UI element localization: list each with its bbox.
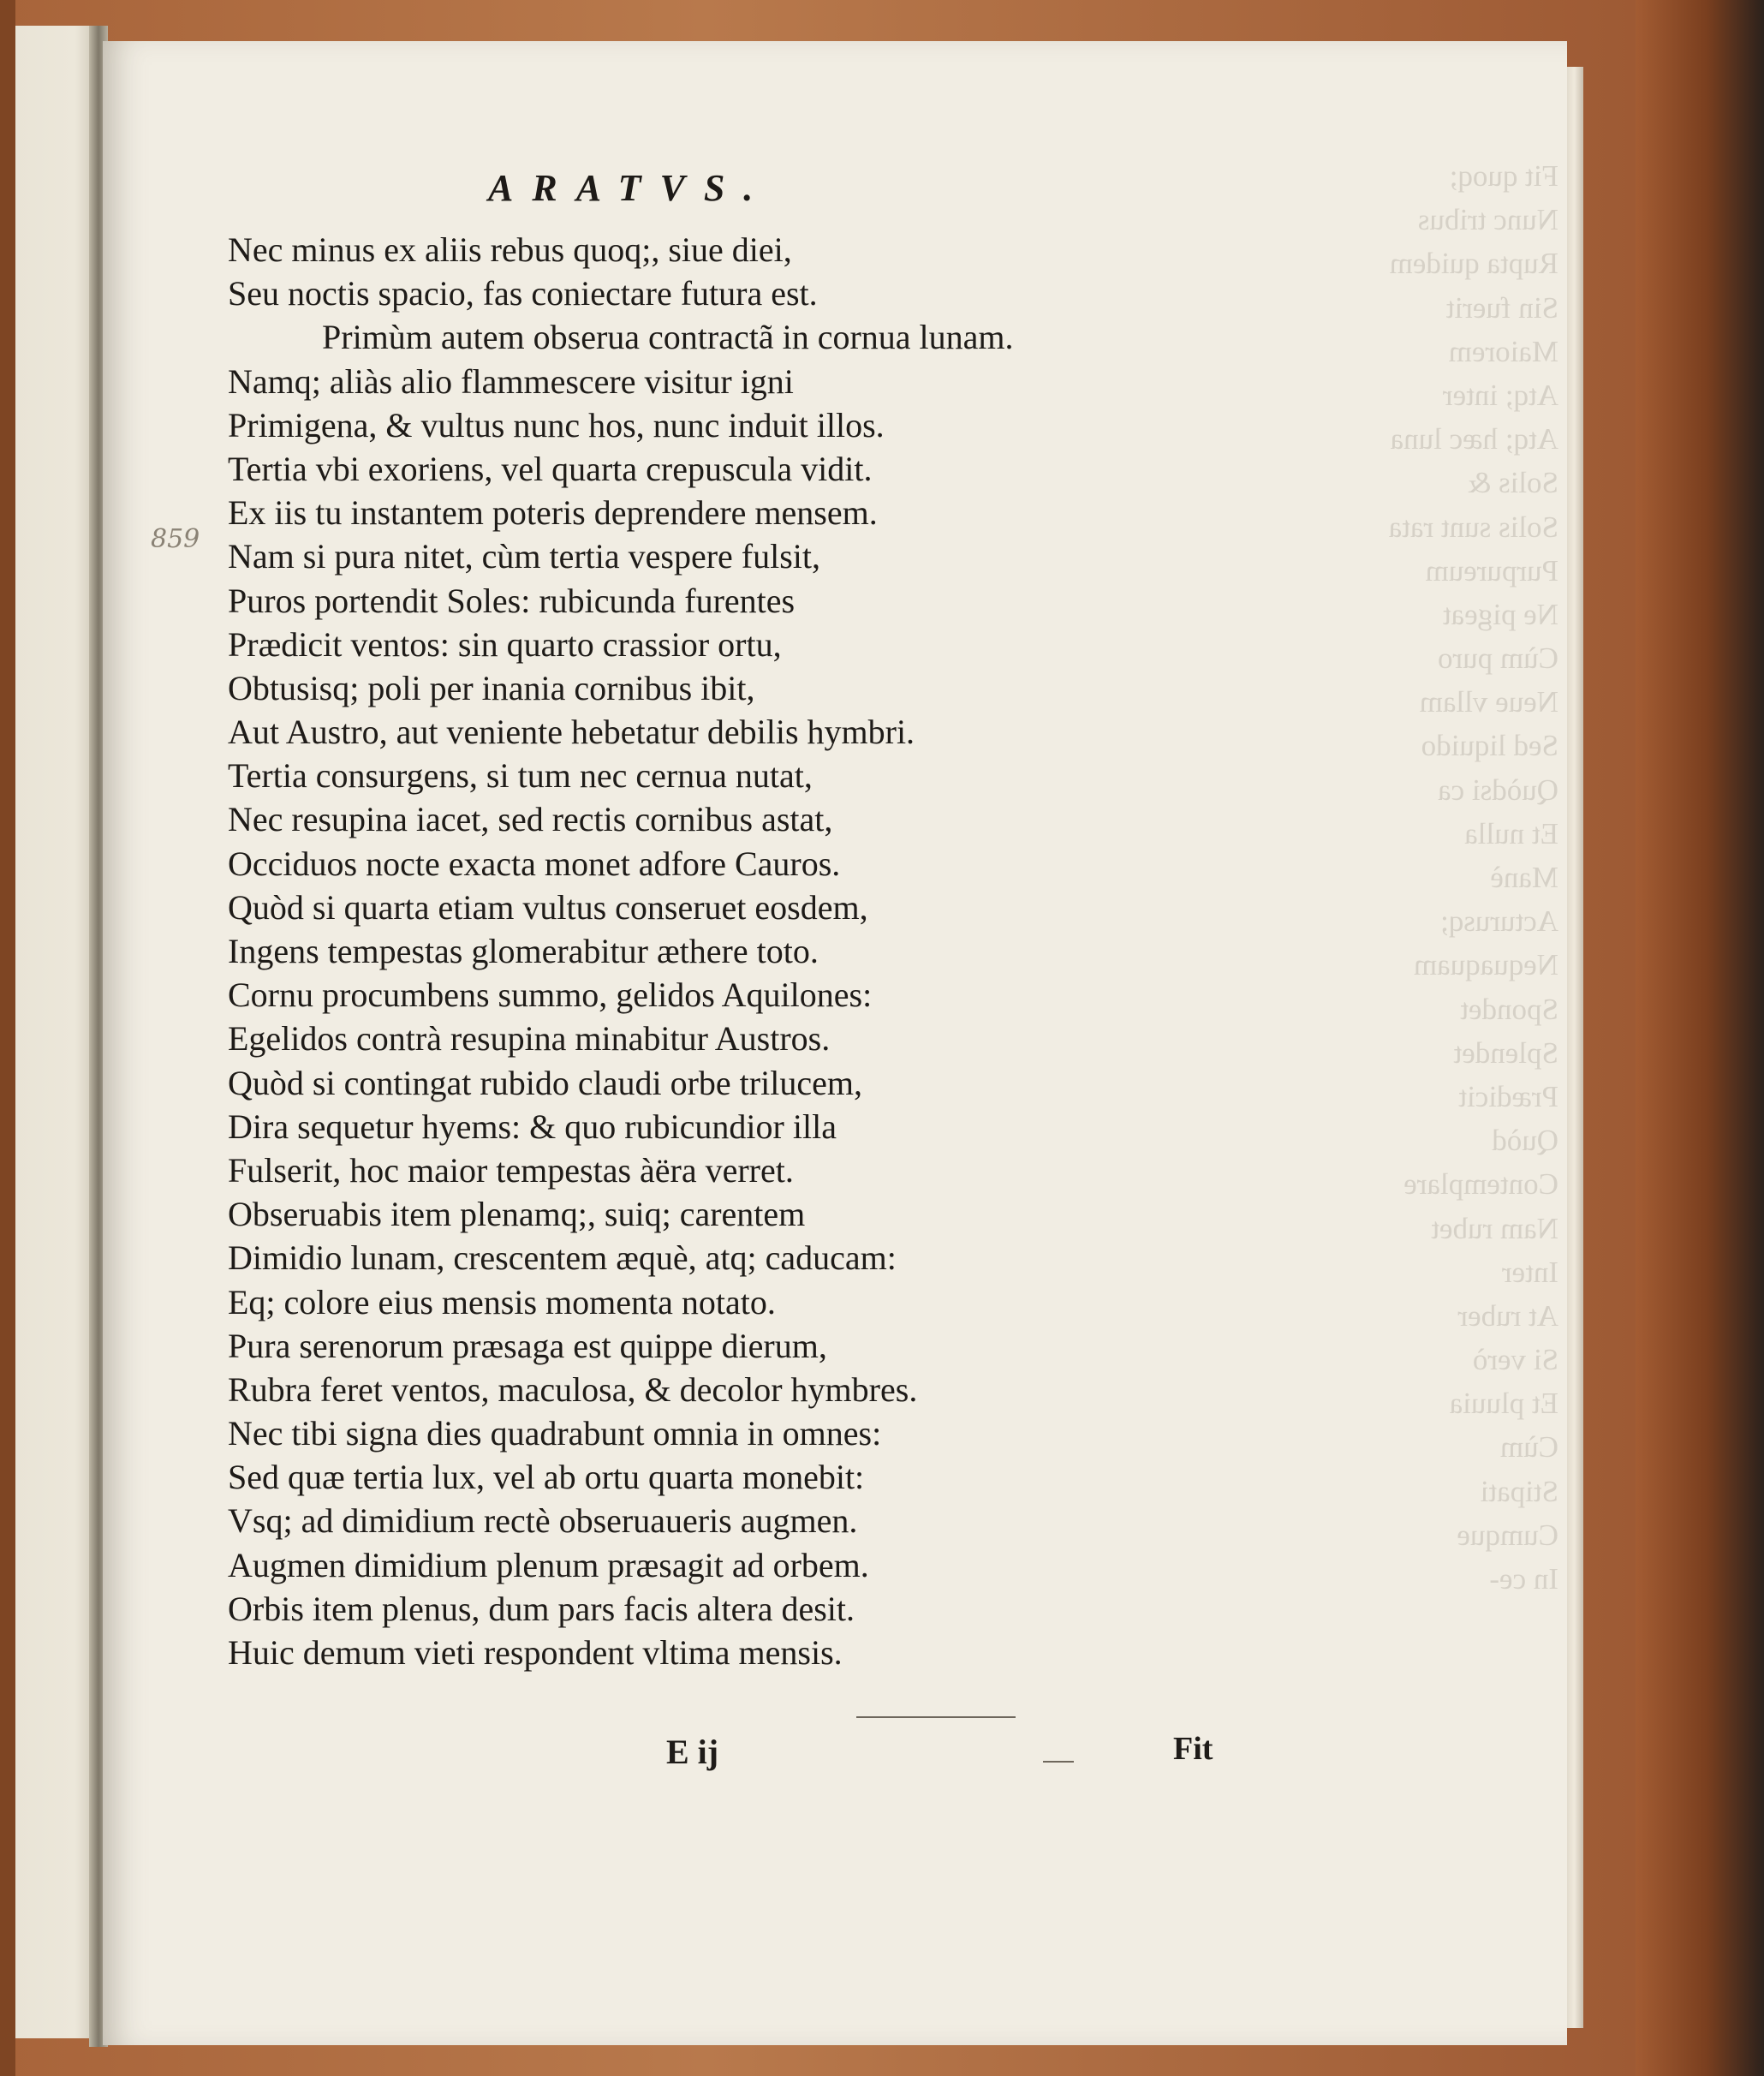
running-title: ARATVS. bbox=[488, 167, 772, 209]
verse-line: Cornu procumbens summo, gelidos Aquilones: bbox=[228, 975, 873, 1015]
show-through-line: Ne pigeat bbox=[1442, 597, 1558, 631]
verse-line: Prædicit ventos: sin quarto crassior ortu, bbox=[228, 624, 782, 664]
show-through-line: Et nulla bbox=[1464, 816, 1558, 850]
show-through-line: Prædicit bbox=[1458, 1079, 1558, 1113]
show-through-line: Spondet bbox=[1460, 992, 1558, 1026]
verse-line: Seu noctis spacio, fas coniectare futura est. bbox=[228, 274, 818, 313]
show-through-line: Purpureum bbox=[1425, 553, 1558, 588]
verse-list bbox=[228, 228, 1255, 1674]
verse-line: Nec resupina iacet, sed rectis cornibus astat, bbox=[228, 800, 833, 839]
verse-line: Quòd si contingat rubido claudi orbe trilucem, bbox=[228, 1063, 862, 1102]
verse-line: Eq; colore eius mensis momenta notato. bbox=[228, 1282, 776, 1321]
show-through-line: Atq; inter bbox=[1442, 378, 1558, 412]
verse-line: Tertia consurgens, si tum nec cernua nutat, bbox=[228, 756, 813, 796]
verse-line: Puros portendit Soles: rubicunda furentes bbox=[228, 581, 796, 620]
underline-rule bbox=[856, 1716, 1016, 1718]
show-through-line: Solis sunt rata bbox=[1388, 510, 1558, 544]
verse-line: Ingens tempestas glomerabitur æthere toto. bbox=[228, 932, 819, 970]
binding-right-edge bbox=[1636, 0, 1764, 2076]
verse-line: Augmen dimidium plenum præsagit ad orbem. bbox=[228, 1545, 869, 1584]
verse-line: Egelidos contrà resupina minabitur Austros. bbox=[228, 1019, 831, 1059]
verse-line: Rubra feret ventos, maculosa, & decolor hymbres. bbox=[228, 1369, 918, 1409]
show-through-line: Rupta quidem bbox=[1389, 247, 1558, 281]
show-through-line: Nequaquam bbox=[1413, 948, 1558, 982]
show-through-line: In ce- bbox=[1489, 1562, 1558, 1596]
verse-line: Sed quæ tertia lux, vel ab ortu quarta monebit: bbox=[228, 1458, 865, 1497]
verse-line: Nec minus ex aliis rebus quoq;, siue diei, bbox=[228, 230, 792, 269]
verse-line: Obtusisq; poli per inania cornibus ibit, bbox=[228, 668, 755, 707]
show-through-line: Atq; hæc luna bbox=[1390, 422, 1558, 456]
verse-line: Namq; aliàs alio flammescere visitur igni bbox=[228, 361, 794, 401]
verse-line: Dira sequetur hyems: & quo rubicundior illa bbox=[228, 1107, 837, 1146]
verse-line: Orbis item plenus, dum pars facis altera desit. bbox=[228, 1589, 855, 1628]
verse-line: Fulserit, hoc maior tempestas àëra verret. bbox=[228, 1150, 794, 1190]
show-through-line: Manè bbox=[1490, 861, 1558, 894]
show-through-line: Et pluuia bbox=[1449, 1387, 1558, 1421]
show-through-line: Stipati bbox=[1480, 1474, 1558, 1508]
margin-note: 859 bbox=[151, 524, 200, 554]
catchword: Fit bbox=[1173, 1731, 1213, 1767]
verse-line: Dimidio lunam, crescentem æquè, atq; caducam: bbox=[228, 1238, 897, 1278]
underline-rule-right bbox=[1043, 1761, 1074, 1763]
verse-line: Pura serenorum præsaga est quippe dierum, bbox=[228, 1326, 827, 1365]
show-through-line: Cùm puro bbox=[1438, 641, 1558, 676]
show-through-line: Inter bbox=[1501, 1255, 1558, 1289]
verse-line: Quòd si quarta etiam vultus conseruet eosdem, bbox=[228, 887, 868, 927]
show-through-line: Contemplare bbox=[1403, 1167, 1558, 1202]
show-through-line: Neue vllam bbox=[1419, 685, 1558, 719]
show-through-line: Sin fuerit bbox=[1445, 290, 1558, 325]
show-through-line: At ruber bbox=[1457, 1298, 1558, 1333]
show-through-line: Acturusq; bbox=[1439, 904, 1558, 939]
verse-line: Huic demum vieti respondent vltima mensis. bbox=[228, 1633, 843, 1672]
verse-line: Nec tibi signa dies quadrabunt omnia in omnes: bbox=[228, 1414, 882, 1453]
verse-line: Nam si pura nitet, cùm tertia vespere fulsit, bbox=[228, 537, 821, 576]
verse-line: Obseruabis item plenamq;, suiq; carentem bbox=[228, 1195, 806, 1234]
show-through-line: Quòdsi ca bbox=[1438, 773, 1558, 807]
show-through-line: Cumque bbox=[1457, 1518, 1558, 1552]
show-through-line: Nunc tribus bbox=[1417, 203, 1558, 237]
show-through-line: Quòd bbox=[1492, 1124, 1558, 1158]
verse-line: Vsq; ad dimidium rectè obseruaueris augmen. bbox=[228, 1501, 858, 1541]
show-through-line: Sed liquido bbox=[1421, 729, 1558, 763]
verse-line: Tertia vbi exoriens, vel quarta crepuscula vidit. bbox=[228, 449, 873, 488]
verse-line: Primigena, & vultus nunc hos, nunc induit illos. bbox=[228, 405, 885, 444]
show-through-line: Maiorem bbox=[1448, 334, 1558, 368]
signature-mark: E ij bbox=[666, 1733, 719, 1771]
verse-line: Occiduos nocte exacta monet adfore Cauros. bbox=[228, 844, 841, 883]
verse-line: Ex iis tu instantem poteris deprendere mensem. bbox=[228, 493, 878, 533]
verse-line: Primùm autem obserua contractã in cornua lunam. bbox=[322, 318, 1014, 357]
show-through-line: Cùm bbox=[1499, 1430, 1558, 1465]
binding-left-edge bbox=[0, 0, 15, 2076]
show-through-line: Solis & bbox=[1467, 466, 1558, 500]
show-through-line: Fit quoq; bbox=[1449, 159, 1558, 193]
show-through-line: Si verò bbox=[1472, 1343, 1558, 1377]
show-through-line: Splendet bbox=[1453, 1035, 1558, 1070]
show-through-line: Nam rubet bbox=[1431, 1211, 1558, 1245]
verse-line: Aut Austro, aut veniente hebetatur debilis hymbri. bbox=[228, 713, 915, 752]
